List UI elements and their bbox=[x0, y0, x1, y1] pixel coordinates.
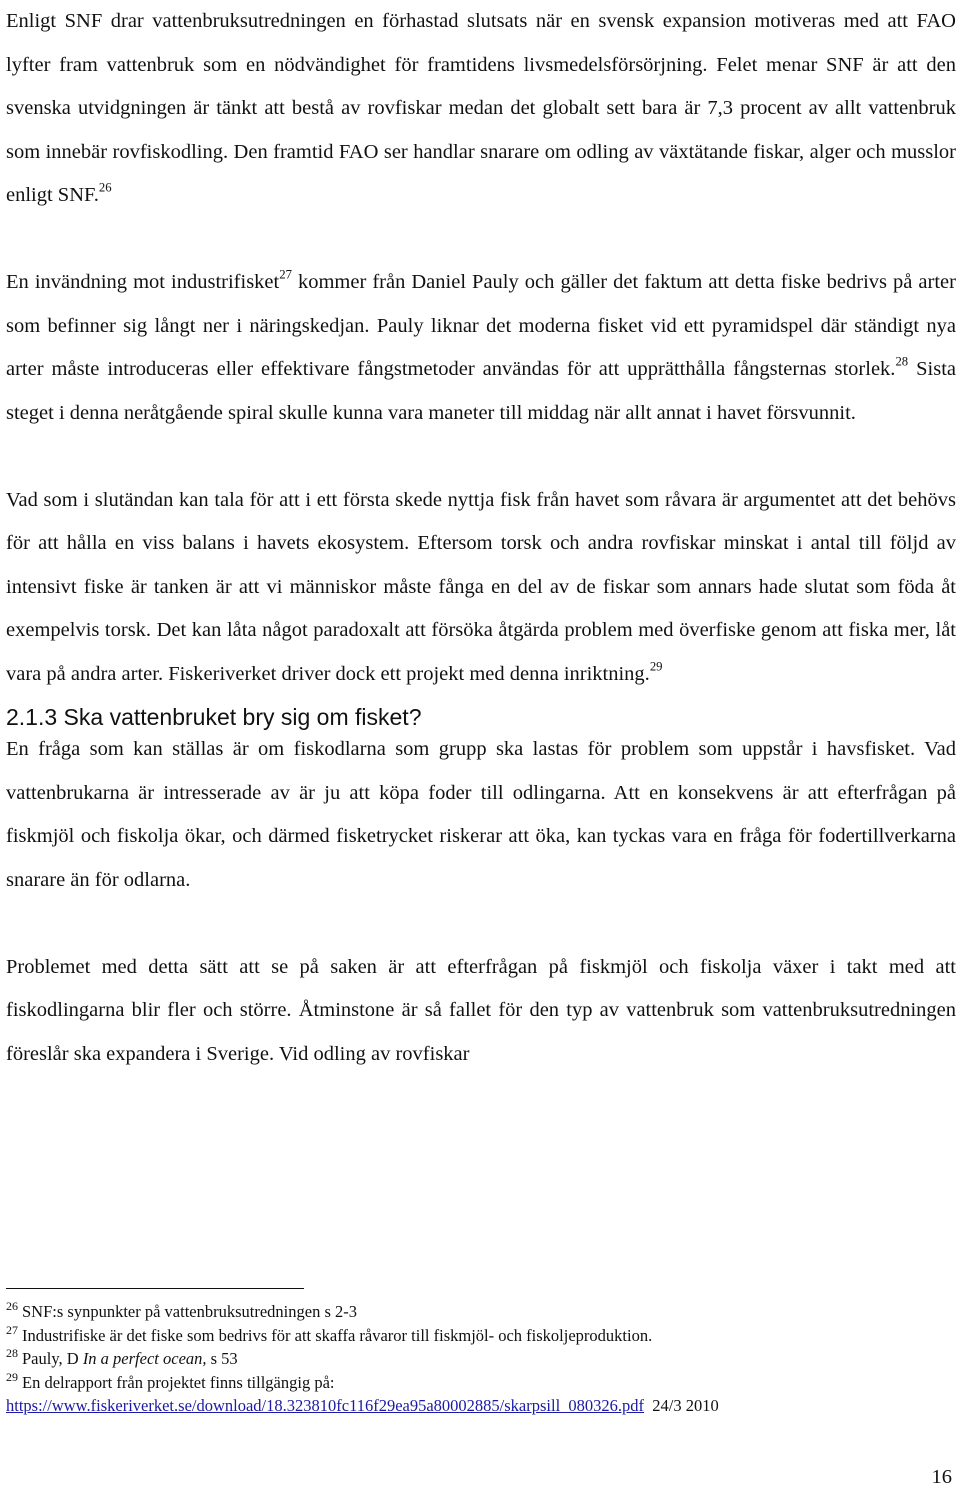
footnote-text: SNF:s synpunkter på vattenbruksutredningen s 2-3 bbox=[22, 1302, 358, 1321]
footnote-26 bbox=[6, 1300, 956, 1324]
footnote-27 bbox=[6, 1324, 956, 1348]
paragraph-demand-growth: Problemet med detta sätt att se på saken är att efterfrågan på fiskmjöl och fiskolja växer i takt med att fiskodlingarna blir fler och större. Åtminstone är så fallet för den typ av vattenbruk som vattenbruksutredningen föreslår ska expandera i Sverige. Vid odling av rovfiskar bbox=[6, 955, 956, 1065]
paragraph-spacer bbox=[6, 435, 956, 479]
paragraph-spacer bbox=[6, 218, 956, 262]
fiskeriverket-report-link[interactable]: https://www.fiskeriverket.se/download/18.323810fc116f29ea95a80002885/skarpsill_080326.pdf bbox=[6, 1396, 645, 1415]
section-heading: 2.1.3 Ska vattenbruket bry sig om fisket? bbox=[6, 704, 422, 730]
footnote-number: 28 bbox=[6, 1346, 18, 1361]
footnote-text: s 53 bbox=[206, 1349, 238, 1368]
paragraph-pauly bbox=[6, 261, 956, 435]
footnote-29 bbox=[6, 1371, 956, 1395]
page-body bbox=[6, 0, 956, 1076]
footnote-text: Industrifiske är det fiske som bedrivs för att skaffa råvaror till fiskmjöl- och fiskoljeproduktion. bbox=[22, 1325, 653, 1345]
paragraph-text: Sista steget i denna neråtgående spiral skulle kunna vara maneter till middag när allt annat i havet försvunnit. bbox=[6, 358, 956, 424]
footnote-book-title: In a perfect ocean, bbox=[82, 1349, 207, 1368]
footnote-ref-26[interactable]: 26 bbox=[98, 180, 112, 195]
footnote-number: 29 bbox=[6, 1369, 18, 1384]
footnote-28 bbox=[6, 1347, 956, 1371]
paragraph-text: En invändning mot industrifisket bbox=[6, 271, 280, 293]
footnote-number: 26 bbox=[6, 1299, 18, 1314]
footnote-number: 27 bbox=[6, 1322, 18, 1337]
footnote-ref-29[interactable]: 29 bbox=[649, 658, 663, 673]
paragraph-snf-critique bbox=[6, 0, 956, 218]
footnote-access-date: 24/3 2010 bbox=[652, 1396, 719, 1415]
footnote-ref-27[interactable]: 27 bbox=[279, 267, 292, 282]
footnote-ref-28[interactable]: 28 bbox=[895, 354, 909, 369]
footnote-text: En delrapport från projektet finns tillgängig på: bbox=[22, 1372, 335, 1392]
footnote-29-link-line bbox=[6, 1394, 956, 1418]
paragraph-text: Enligt SNF drar vattenbruksutredningen en förhastad slutsats när en svensk expansion motiveras med att FAO lyfter fram vattenbruk som en nödvändighet för framtidens livsmedelsförsörjning. Felet menar SNF är att den svenska utvidgningen är tänkt att bestå av rovfiskar medan det globalt sett bara är 7,3 procent av allt vattenbruk som innebär rovfiskodling. Den framtid FAO ser handlar snarare om odling av växtätande fiskar, alger och musslor enligt SNF. bbox=[6, 10, 956, 206]
footnote-separator bbox=[6, 1288, 304, 1289]
paragraph-text: kommer från Daniel Pauly och gäller det faktum att detta fiske bedrivs på arter som befinner sig långt ner i näringskedjan. Pauly liknar det moderna fisket vid ett pyramidspel där ständigt nya arter måste introduceras eller effektivare fångstmetoder användas för att upprätthålla fångsternas storlek. bbox=[6, 271, 956, 380]
footnotes bbox=[6, 1300, 956, 1418]
paragraph-balance bbox=[6, 479, 956, 697]
paragraph-text: Vad som i slutändan kan tala för att i ett första skede nyttja fisk från havet som råvara är argumentet att det behövs för att hålla en viss balans i havets ekosystem. Eftersom torsk och andra rovfiskar minskat i antal till följd av intensivt fiske är tanken är att vi människor måste fånga en del av de fiskar som annars hade slutat som föda åt exempelvis torsk. Det kan låta något paradoxalt att försöka åtgärda problem med överfiske genom att fiska mer, låt vara på andra arter. Fiskeriverket driver dock ett projekt med denna inriktning. bbox=[6, 488, 956, 685]
paragraph-spacer bbox=[6, 902, 956, 946]
page-number: 16 bbox=[931, 1466, 952, 1488]
footnote-text: Pauly, D bbox=[22, 1349, 83, 1368]
paragraph-feed-question: En fråga som kan ställas är om fiskodlarna som grupp ska lastas för problem som uppstår i havsfisket. Vad vattenbrukarna är intresserade av är ju att köpa foder till odlingarna. Att en konsekvens är att efterfrågan på fiskmjöl och fiskolja ökar, och därmed fisketrycket riskerar att öka, kan tyckas vara en fråga för fodertillverkarna snarare än för odlarna. bbox=[6, 738, 956, 891]
